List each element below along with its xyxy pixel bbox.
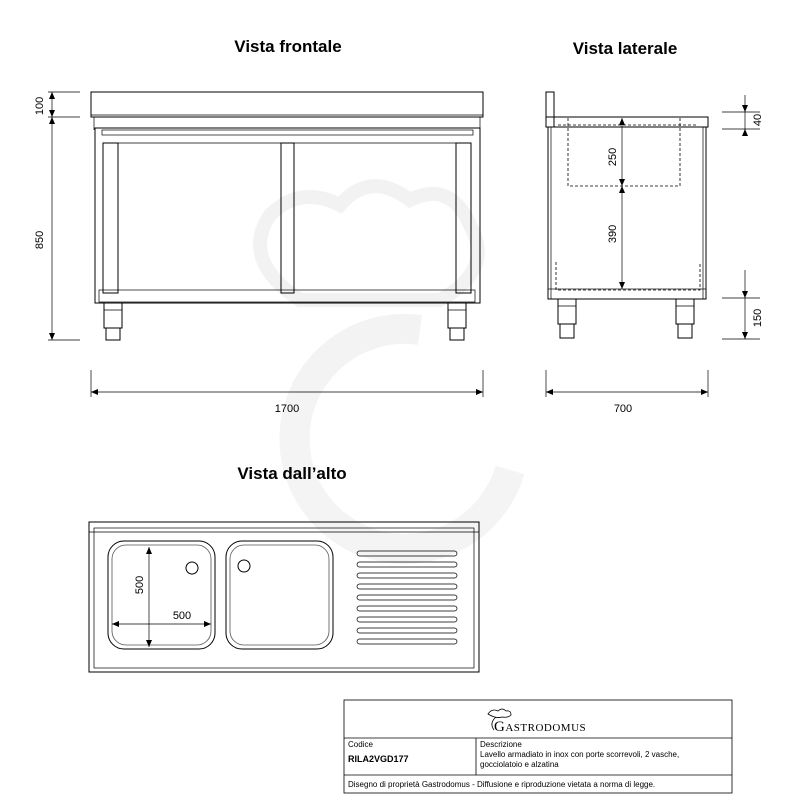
description-line2: gocciolatoio e alzatina [480, 760, 559, 769]
side-view-title: Vista laterale [572, 39, 678, 58]
code-value: RILA2VGD177 [348, 754, 409, 764]
side-worktop [546, 117, 708, 127]
description-line1: Lavello armadiato in inox con porte scorrevoli, 2 vasche, [480, 750, 680, 759]
dim-front-top-height: 100 [34, 96, 46, 116]
dim-side-backsplash: 40 [752, 113, 764, 127]
top-bowl-left [108, 541, 215, 649]
dim-front-width: 1700 [274, 403, 300, 415]
brand-name: Gastrodomus [494, 719, 587, 735]
front-door-split [281, 143, 294, 293]
dim-top-bowl-depth: 500 [134, 575, 146, 595]
code-label: Codice [348, 740, 373, 749]
watermark-logo [260, 186, 510, 549]
dim-side-depth: 700 [613, 403, 633, 415]
drain-icon [238, 560, 250, 572]
dim-front-body-height: 850 [34, 230, 46, 250]
title-block [344, 700, 732, 793]
side-backsplash [546, 92, 554, 127]
front-cabinet [95, 128, 480, 303]
front-left-leg [104, 303, 122, 340]
side-right-leg [676, 299, 694, 338]
dim-top-bowl-width: 500 [172, 610, 192, 622]
side-left-leg [558, 299, 576, 338]
front-view [91, 92, 483, 340]
front-right-leg [448, 303, 466, 340]
top-drainboard [357, 551, 457, 644]
front-worktop [91, 92, 483, 117]
top-view-title: Vista dall’alto [237, 464, 347, 483]
front-view-title: Vista frontale [234, 37, 342, 56]
side-cabinet [548, 127, 706, 299]
dim-side-under-basin: 390 [607, 224, 619, 244]
top-bowl-right [226, 541, 333, 649]
dim-side-legs: 150 [752, 308, 764, 328]
ownership-footer: Disegno di proprietà Gastrodomus - Diffusione e riproduzione vietata a norma di legge. [348, 780, 656, 789]
dim-side-basin-depth: 250 [607, 147, 619, 167]
side-basin-hidden [568, 118, 680, 186]
front-left-post [103, 143, 118, 293]
drain-icon [186, 562, 198, 574]
side-view [546, 92, 708, 338]
side-dimensions [546, 95, 764, 415]
description-label: Descrizione [480, 740, 522, 749]
